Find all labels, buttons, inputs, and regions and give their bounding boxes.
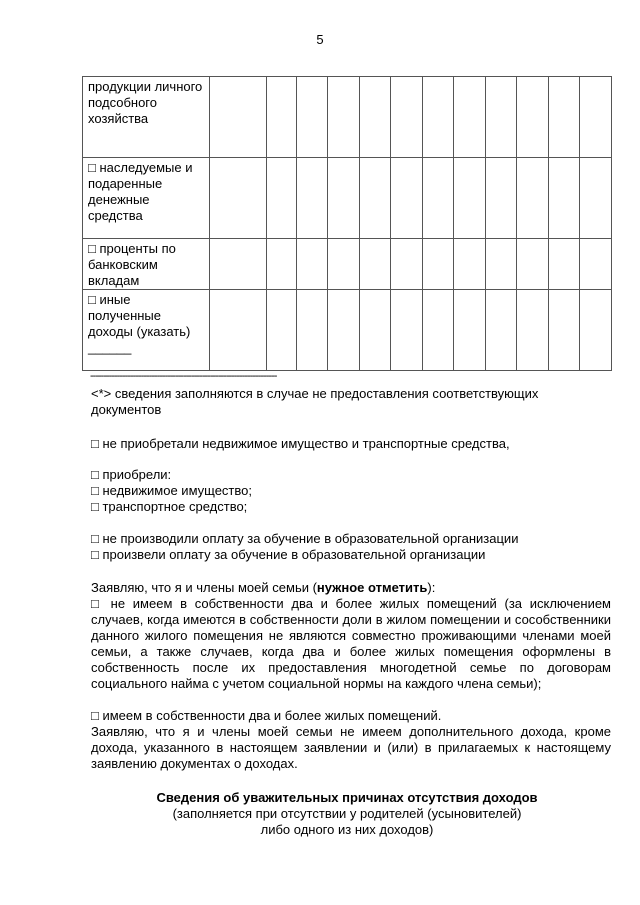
row-label: □ наследуемые и подаренные денежные средства (83, 158, 210, 239)
row-label: □ проценты по банковским вкладам (83, 239, 210, 290)
footnote: <*> сведения заполняются в случае не предоставления соответствующих документов (91, 386, 539, 417)
option-real-estate: □ недвижимое имущество; (91, 483, 252, 498)
table-row (83, 158, 612, 239)
income-table (82, 76, 612, 371)
row-label: продукции личного подсобного хозяйства (83, 77, 210, 158)
row-label: □ иные полученные доходы (указать) ______ (83, 290, 210, 371)
section-subtitle-1: (заполняется при отсутствии у родителей (усыновителей) (172, 806, 522, 821)
declaration-intro (91, 580, 611, 596)
table-row (83, 77, 612, 158)
option-education-not-paid: □ не производили оплату за обучение в образовательной организации (91, 531, 519, 546)
page-number: 5 (316, 32, 324, 47)
declaration-intro-bold: нужное отметить (316, 580, 428, 595)
separator-line: ---------------------------------------------------------------------- (90, 370, 277, 382)
option-not-acquired: □ не приобретали недвижимое имущество и транспортные средства, (91, 436, 510, 451)
declaration-intro-prefix: Заявляю, что я и члены моей семьи ( (91, 580, 317, 595)
income-statement: Заявляю, что я и члены моей семьи не имеем дополнительного дохода, кроме дохода, указанного в настоящем заявлении и (или) в прилагаемых к настоящему заявлению документах о доходах. (91, 724, 611, 771)
option-acquired: □ приобрели: (91, 467, 172, 482)
option-no-multiple-dwellings: □ не имеем в собственности два и более жилых помещений (за исключением случаев, когда имеются в собственности доли в жилом помещении и сособственники данного жилого помещения не являются совместно проживающими членами моей семьи, а также случаев, когда два и более жилых помещения оформлены в собственность после их предоставления многодетной семье по договорам социального найма с учетом социальной нормы на каждого члена семьи); (91, 596, 611, 691)
option-vehicle: □ транспортное средство; (91, 499, 248, 514)
option-multiple-dwellings: □ имеем в собственности два и более жилых помещений. (91, 708, 442, 723)
section-title: Сведения об уважительных причинах отсутствия доходов (156, 790, 538, 805)
table-row (83, 239, 612, 290)
section-subtitle-2: либо одного из них доходов) (260, 822, 434, 837)
option-education-paid: □ произвели оплату за обучение в образовательной организации (91, 547, 486, 562)
table-row (83, 290, 612, 371)
declaration-intro-suffix: ): (427, 580, 436, 595)
